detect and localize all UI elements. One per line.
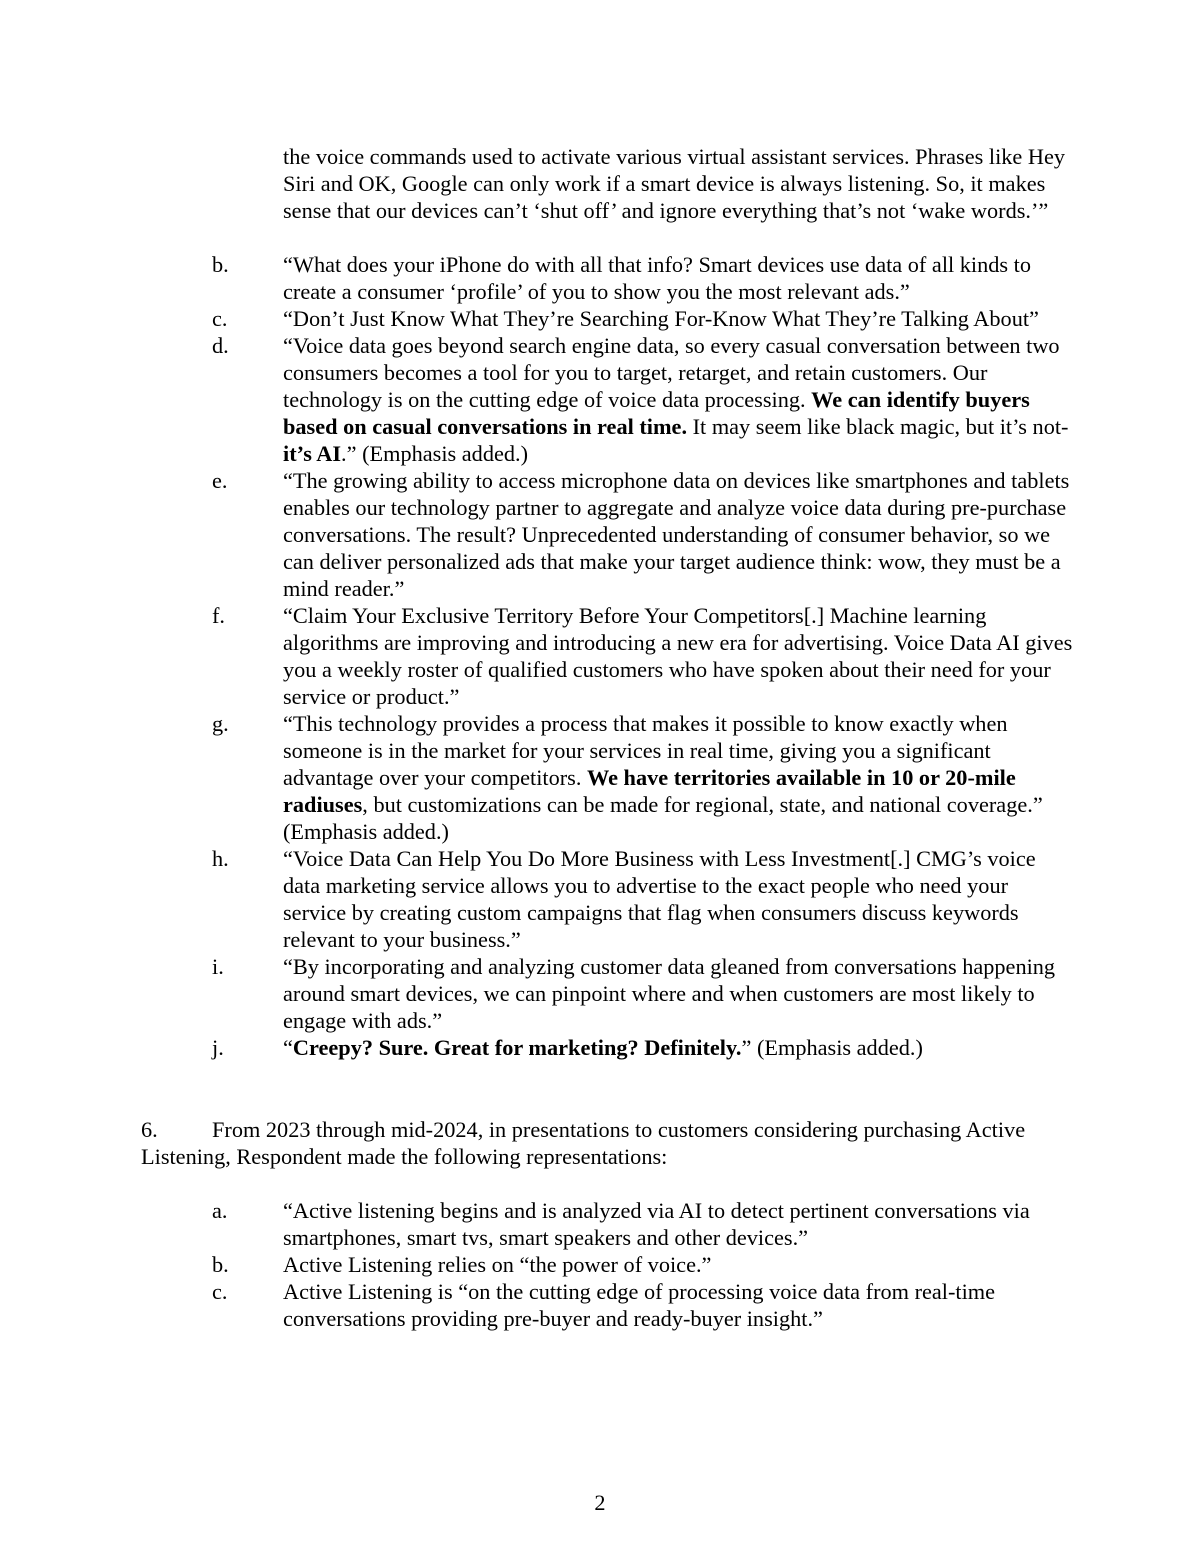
item-text: “What does your iPhone do with all that info? Smart devices use data of all kinds to create a consumer ‘profile’ of you to show you the most relevant ads.” <box>283 252 1032 304</box>
item-text-part: “ <box>283 1035 293 1060</box>
item-label: j. <box>212 1035 224 1060</box>
item-text <box>283 711 1043 844</box>
item-text: Active Listening relies on “the power of voice.” <box>283 1252 712 1277</box>
page-number: 2 <box>594 1490 606 1515</box>
emphasis-text: We have territories available in 10 or 20-mile radiuses <box>283 765 1016 817</box>
item-label: b. <box>212 1252 229 1277</box>
item-label: a. <box>212 1198 228 1223</box>
list-item-i <box>0 953 1073 1034</box>
continued-quote-a: the voice commands used to activate various virtual assistant services. Phrases like Hey Siri and OK, Google can only work if a smart device is always listening. So, it makes sense that our devices can’t ‘shut off’ and ignore everything that’s not ‘wake words.’” <box>283 144 1066 223</box>
item-text: “The growing ability to access microphone data on devices like smartphones and tablets enables our technology partner to aggregate and analyze voice data during pre-purchase conversations. The result? Unprecedented understanding of consumer behavior, so we can deliver personalized ads that make your target audience think: wow, they must be a mind reader.” <box>283 468 1070 601</box>
item-text-part: .” (Emphasis added.) <box>341 441 529 466</box>
item-label: h. <box>212 846 229 871</box>
item-text: “Active listening begins and is analyzed via AI to detect pertinent conversations via smartphones, smart tvs, smart speakers and other devices.” <box>283 1198 1030 1250</box>
item-label: e. <box>212 468 228 493</box>
item-label: c. <box>212 1279 228 1304</box>
emphasis-text: Creepy? Sure. Great for marketing? Definitely. <box>292 1035 742 1060</box>
item-text-part: , but customizations can be made for regional, state, and national coverage.” (Emphasis added.) <box>283 792 1043 844</box>
list-item-h <box>0 845 1073 953</box>
item-text: “Claim Your Exclusive Territory Before Your Competitors[.] Machine learning algorithms are improving and introducing a new era for advertising. Voice Data AI gives you a weekly roster of qualified customers who have spoken about their need for your service or product.” <box>283 603 1073 709</box>
list-item-c <box>0 1278 1073 1332</box>
representations-list-5 <box>0 251 1200 1061</box>
item-label: g. <box>212 711 229 736</box>
emphasis-text: We can identify buyers based on casual conversations in real time. <box>283 387 1030 439</box>
list-item-g <box>0 710 1073 845</box>
item-text: Active Listening is “on the cutting edge of processing voice data from real-time conversations providing pre-buyer and ready-buyer insight.” <box>283 1279 996 1331</box>
item-text: “Voice Data Can Help You Do More Business with Less Investment[.] CMG’s voice data marketing service allows you to advertise to the exact people who need your service by creating custom campaigns that flag when consumers discuss keywords relevant to your business.” <box>283 846 1036 952</box>
paragraph-6 <box>141 1116 1081 1170</box>
item-text: “By incorporating and analyzing customer data gleaned from conversations happening around smart devices, we can pinpoint where and when customers are most likely to engage with ads.” <box>283 954 1056 1033</box>
representations-list-6 <box>0 1197 1200 1332</box>
item-text <box>283 333 1068 466</box>
paragraph-number: 6. <box>141 1117 158 1142</box>
list-item-c <box>0 305 1073 332</box>
paragraph-text: From 2023 through mid-2024, in presentations to customers considering purchasing Active Listening, Respondent made the following representations: <box>141 1117 1026 1169</box>
list-item-a <box>0 1197 1073 1251</box>
item-label: i. <box>212 954 224 979</box>
list-item-d <box>0 332 1073 467</box>
item-label: f. <box>212 603 225 628</box>
item-label: d. <box>212 333 229 358</box>
item-label: b. <box>212 252 229 277</box>
item-text-part: “This technology provides a process that makes it possible to know exactly when someone is in the market for your services in real time, giving you a significant advantage over your competitors. <box>283 711 1008 790</box>
item-text-part: ” (Emphasis added.) <box>741 1035 923 1060</box>
list-item-b <box>0 1251 1073 1278</box>
emphasis-text: it’s AI <box>283 441 342 466</box>
item-text: “Don’t Just Know What They’re Searching For-Know What They’re Talking About” <box>283 306 1039 331</box>
list-item-b <box>0 251 1073 305</box>
item-text-part: It may seem like black magic, but it’s not- <box>687 414 1069 439</box>
item-text-part: “Voice data goes beyond search engine data, so every casual conversation between two consumers becomes a tool for you to target, retarget, and retain customers. Our technology is on the cutting edge of voice data processing. <box>283 333 1060 412</box>
item-label: c. <box>212 306 228 331</box>
list-item-j <box>0 1034 1073 1061</box>
list-item-f <box>0 602 1073 710</box>
list-item-e <box>0 467 1073 602</box>
item-text <box>283 1035 923 1060</box>
